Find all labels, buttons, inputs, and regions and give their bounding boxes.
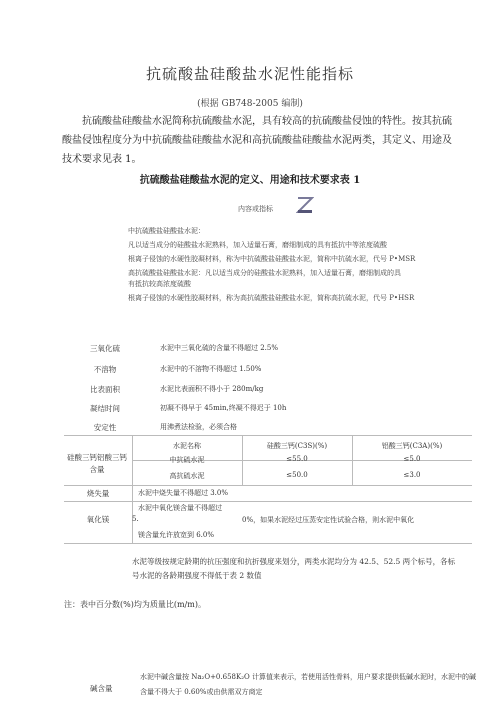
mgo-line3: 0%，如果水泥经过压蒸安定性试验合格，则水泥中氧化 xyxy=(242,516,415,524)
table-rule xyxy=(132,485,133,501)
row-value-soundness: 用沸煮法检验，必须合格 xyxy=(160,423,237,431)
mineral-row-label: 硅酸三钙铝酸三钙含量 xyxy=(67,453,127,474)
col-header-c3s: 硅酸三钙(C3S)(%) xyxy=(266,442,328,450)
loss-label: 烧失量 xyxy=(86,489,110,498)
definition-line: 根离子侵蚀的水硬性胶凝材料，称为高抗硫酸盐硅酸盐水泥，简称高抗硫水泥，代号 P•HSR xyxy=(128,294,415,302)
c3a-hsr: ≤3.0 xyxy=(403,471,421,479)
row-value-surface-area: 水泥比表面积不得小于 280m/kg xyxy=(160,385,264,393)
table-rule xyxy=(64,485,472,486)
col-header-name: 水泥名称 xyxy=(173,442,201,450)
definition-line: 中抗硫酸盐硅酸盐水泥： xyxy=(128,227,205,235)
table-title: 抗硫酸盐硅酸盐水泥的定义、用途和技术要求表 1 xyxy=(139,175,361,186)
row-label-so3: 三氧化硫 xyxy=(90,344,120,353)
row-label-soundness: 安定性 xyxy=(93,423,117,432)
alkali-label: 碱含量 xyxy=(90,684,113,693)
document-title: 抗硫酸盐硅酸盐水泥性能指标 xyxy=(145,65,354,83)
mgo-line1: 水泥中氧化镁含量不得超过 xyxy=(138,504,222,512)
cement-name-msr: 中抗硫水泥 xyxy=(169,456,205,464)
mgo-label: 氧化镁 xyxy=(86,515,110,524)
content-header-label: 内容或指标 xyxy=(238,205,273,213)
row-value-setting-time: 初凝不得早于 45min,终凝不得迟于 10h xyxy=(160,404,287,412)
row-label-setting-time: 凝结时间 xyxy=(90,404,120,413)
row-label-surface-area: 比表面积 xyxy=(90,385,120,394)
table-rule xyxy=(64,501,472,502)
c3s-hsr: ≤50.0 xyxy=(286,471,308,479)
c3a-msr: ≤5.0 xyxy=(403,455,421,463)
alkali-text: 水泥中碱含量按 Na₂O+0.658K₂O 计算值来表示，若使用活性骨料，用户要求提供低碱水泥时，水泥中的碱含量不得大于 0.60%或由供需双方商定 xyxy=(140,673,476,696)
table-note: 注：表中百分数(%)均为质量比(m/m)。 xyxy=(64,600,206,609)
col-header-c3a: 铝酸三钙(C3A)(%) xyxy=(381,442,443,450)
row-value-so3: 水泥中三氧化硫的含量不得超过 2.5% xyxy=(160,344,279,352)
strength-paragraph: 水泥等级按规定龄期的抗压强度和抗折强度来划分，两类水泥均分为 42.5、52.5 两个标号，各标号水泥的各龄期强度不得低于表 2 数值 xyxy=(132,557,456,580)
row-value-insoluble: 水泥中的不溶物不得超过 1.50% xyxy=(160,365,262,373)
table-rule xyxy=(64,435,472,436)
intro-paragraph: 抗硫酸盐硅酸盐水泥简称抗硫酸盐水泥，具有较高的抗硫酸盐侵蚀的特性。按其抗硫酸盐侵蚀程度分为中抗硫酸盐硅酸盐水泥和高抗硫酸盐硅酸盐水泥两类，其定义、用途及技术要求见表 1。 xyxy=(62,116,452,165)
mgo-line4: 镁含量允许放宽到 6.0% xyxy=(138,531,215,539)
diagonal-header-mark xyxy=(296,196,314,214)
loss-value: 水泥中烧失量不得超过 3.0% xyxy=(138,489,229,497)
definition-line: 根离子侵蚀的水硬性胶凝材料，称为中抗硫酸盐硅酸盐水泥，简称中抗硫水泥，代号 P•MSR xyxy=(128,255,416,263)
cement-name-hsr: 高抗硫水泥 xyxy=(169,472,205,480)
definition-line: 高抗硫酸盐硅酸盐水泥：凡以适当成分的硅酸盐水泥熟料，加入适量石膏，磨细制成的具 xyxy=(128,269,401,277)
definition-line: 有抵抗较高浓度硫酸 xyxy=(128,280,191,288)
table-rule xyxy=(64,543,472,544)
row-label-insoluble: 不溶物 xyxy=(93,365,117,374)
mgo-line2: 5. xyxy=(132,515,139,523)
document-subtitle: (根据 GB748-2005 编制) xyxy=(197,99,303,109)
definition-line: 凡以适当成分的硅酸盐水泥熟料，加入适量石膏，磨细制成的具有抵抗中等浓度硫酸 xyxy=(128,241,387,249)
c3s-msr: ≤55.0 xyxy=(286,455,308,463)
